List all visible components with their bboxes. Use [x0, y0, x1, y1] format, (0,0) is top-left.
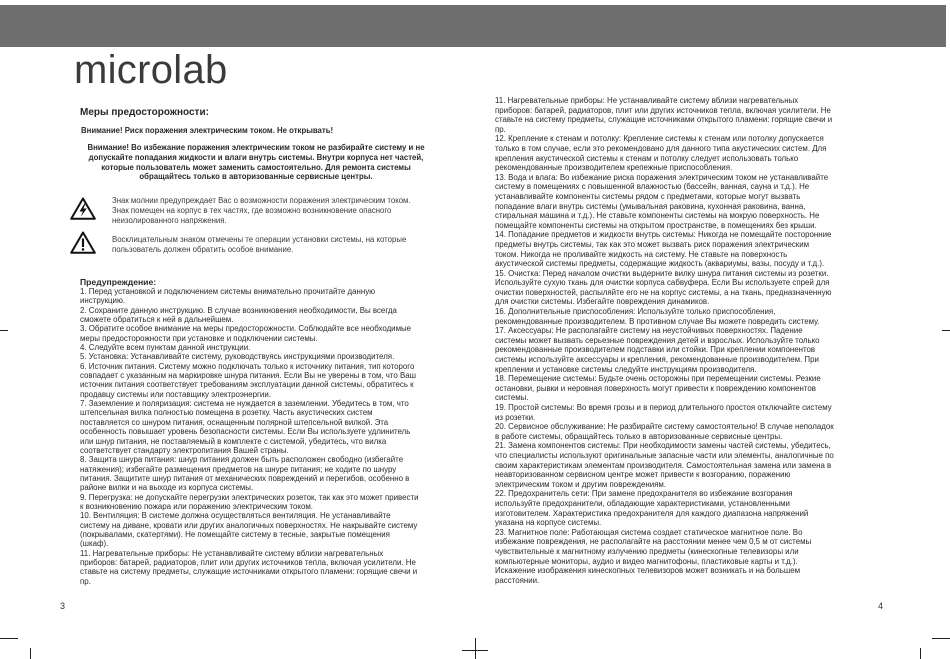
warning-item-line: рекомендованные производителем подставки или стойки. При креплении компонентов — [495, 345, 816, 355]
description-line: пользователь должен обратить особое внимание. — [112, 245, 294, 254]
warning-item — [495, 403, 870, 422]
exclamation-symbol-description — [112, 235, 442, 255]
warning-item-line: стиральная машина и т.д.). Не ставьте компоненты системы на мокрую поверхность. Не — [495, 211, 820, 221]
warning-item-line: очистки поверхностей, распыляйте его не на корпус системы, а на ткань, предназначенную — [495, 287, 832, 297]
warning-item-line: (покрывалами, скатертями). Не помещайте систему в тесные, закрытые помещения — [80, 529, 390, 539]
warning-item-line: из розетки. — [495, 412, 536, 422]
warning-item-line: штепсельная вилка полностью помещена в розетку. Часть акустических систем — [80, 408, 373, 418]
safety-notice-line: Внимание! Во избежание поражения электрическим током не разбирайте систему и не — [87, 143, 425, 152]
warning-item-line: особенность повышает уровень безопасности системы. Если Вы используете удлинитель — [80, 427, 411, 437]
warning-item-line: 21. Замена компонентов системы: При необходимости замены частей системы, убедитесь, — [495, 441, 831, 451]
warning-item-line: 16. Дополнительные приспособления: Используйте только приспособления, — [495, 307, 776, 317]
warning-item-line: системы может вызвать серьезные повреждения детей и взрослых. Используйте только — [495, 335, 820, 345]
crop-mark — [462, 650, 488, 651]
warning-item-line: чувствительные к магнитному излучению предметы (кинескопные телевизоры или — [495, 546, 799, 556]
warning-item-line: для очистки системы. Избегайте повреждения динамиков. — [495, 297, 710, 307]
warning-item-line: (шкаф). — [80, 539, 109, 549]
lightning-symbol-description — [112, 196, 442, 226]
warning-item-line: 7. Заземление и поляризация: система не нуждается в заземлении. Убедитесь в том, что — [80, 399, 409, 409]
warning-item-line: что специалисты используют оригинальные запасные части или элементы, аналогичные по — [495, 450, 834, 460]
warning-item-line: пр. — [80, 576, 91, 586]
warning-item-line: акустической системы предметы, содержащие жидкость (аквариумы, вазы, посуду и т.д.). — [495, 259, 825, 269]
warning-item — [80, 455, 432, 492]
warning-item — [495, 269, 870, 307]
warning-item-line: соответствует стандарту электропитания Вашей страны. — [80, 445, 289, 455]
warning-item-line: ставьте на систему предметы, служащие источниками открытого пламени: горящие свечи и — [80, 567, 418, 577]
warning-item-line: 17. Аксессуары: Не располагайте систему на неустойчивых поверхностях. Падение — [495, 326, 803, 336]
warning-item-line: рекомендованные производителем крепежные приспособления. — [495, 163, 733, 173]
warning-item — [495, 96, 870, 134]
lightning-warning-icon — [70, 197, 96, 220]
warning-item-line: пр. — [495, 124, 506, 134]
warning-item-line: источник питания соответствует требованиям эксплуатации данной системы, обратитесь к — [80, 380, 414, 390]
warning-item-line: 1. Перед установкой и подключением системы внимательно прочитайте данную — [80, 287, 376, 296]
page-number: 4 — [878, 601, 884, 611]
warning-item-line: 3. Обратите особое внимание на меры предосторожности. Соблюдайте все необходимые — [80, 324, 412, 334]
warning-item — [80, 549, 432, 586]
warning-item-line: 4. Следуйте всем пунктам данной инструкции. — [80, 343, 251, 353]
warning-item-line: в работе системы, обращайтесь только в авторизованные сервисные центры. — [495, 431, 783, 441]
warning-item-line: крепления акустической системы к стенам и потолку следует использовать только — [495, 153, 799, 163]
section-title: Меры предосторожности: — [80, 107, 209, 118]
warning-item — [495, 307, 870, 326]
warning-item — [495, 422, 870, 441]
description-line: Знак помещен на корпус в тех частях, где возможно возникновение опасного — [112, 206, 392, 215]
exclamation-warning-icon — [70, 231, 96, 254]
warning-item-line: 8. Защита шнура питания: шнур питания должен быть расположен свободно (избегайте — [80, 455, 404, 465]
warning-item-line: 10. Вентиляция: В системе должна осуществляться вентиляция. Не устанавливайте — [80, 511, 391, 521]
safety-notice-line: допускайте попадания жидкости и влаги внутрь системы. Внутри корпуса нет частей, — [88, 152, 424, 162]
safety-notice-line: обращайтесь только в авторизованные сервисные центры. — [139, 172, 373, 182]
warning-item-line: приборов: батарей, радиаторов, плит или других источников тепла, включая усилители. Не — [495, 105, 831, 115]
description-line: Восклицательным знаком отмечены те операции установки системы, на которые — [112, 235, 407, 244]
warning-item-line: Искажение изображения кинескопных телевизоров может возникать и на большем — [495, 566, 801, 576]
warning-item-line: изготовителем. Характеристика предохранителя для каждого диапазона напряжений — [495, 508, 809, 518]
warning-item-line: приборов: батарей, радиаторов, плит или других источников тепла, включая усилители. Не — [80, 557, 416, 567]
warning-item — [80, 493, 432, 512]
safety-notice — [78, 143, 434, 182]
warning-item-line: компьютерные мониторы, аудио и видео магнитофоны, пластиковые карты и т.д.). — [495, 556, 798, 566]
safety-notice-line: которые пользователь может заменить самостоятельно. Для ремонта системы — [101, 162, 411, 172]
warning-item — [495, 489, 870, 527]
warning-item-line: 13. Вода и влага: Во избежание риска поражения электрическим током не устанавливайте — [495, 172, 829, 182]
warning-item-line: 20. Сервисное обслуживание: Не разбирайте систему самостоятельно! В случае неполадок — [495, 422, 834, 432]
crop-mark — [475, 638, 476, 659]
warning-item-line: или шнур питания, не поставляемый в комплекте с системой, убедитесь, что вилка — [80, 436, 387, 446]
warning-item-line: избежание повреждения, не располагайте на расстоянии менее чем 0,5 м от системы — [495, 537, 812, 547]
warning-item-line: 5. Установка: Устанавливайте систему, руководствуясь инструкциями производителя. — [80, 352, 395, 362]
warning-item-line: указана на корпусе системы. — [495, 518, 602, 528]
warning-item-line: систему на диване, кровати или других аналогичных поверхностях. Не накрывайте систему — [80, 520, 418, 530]
warning-item — [495, 374, 870, 403]
page-number: 3 — [60, 601, 66, 611]
crop-mark — [0, 330, 8, 331]
warning-item — [495, 230, 870, 268]
warnings-list — [495, 96, 870, 585]
warning-item-line: 23. Магнитное поле: Работающая система создает статическое магнитное поле. Во — [495, 527, 803, 537]
warning-item-line: током. Никогда не проливайте жидкость на систему. Не ставьте на поверхность — [495, 249, 788, 259]
warning-item-line: рекомендованные производителем. В противном случае Вы можете повредить систему. — [495, 316, 820, 326]
warning-item-line: неавторизованном сервисном центре может привести к возгоранию, поражению — [495, 470, 791, 480]
crop-mark — [920, 648, 921, 659]
warning-item-line: электрическим током и другим повреждениям. — [495, 479, 666, 489]
warning-item-line: ставьте на систему предметы, служащие источниками открытого пламени: горящие свечи и — [495, 115, 833, 125]
warning-item-line: сможете обратиться к ней в дальнейшем. — [80, 315, 234, 325]
warning-item-line: расстоянии. — [495, 575, 540, 585]
warning-item-line: 6. Источник питания. Систему можно подключать только к источнику питания, тип которого — [80, 361, 415, 371]
warning-item-line: инструкцию. — [80, 296, 126, 306]
warning-item-line: 15. Очистка: Перед началом очистки выдерните вилку шнура питания системы из розетки. — [495, 268, 829, 278]
warning-item-line: системы. — [495, 393, 529, 403]
warning-item-line: своим характеристикам элементам производителя. Самостоятельная замена или замена в — [495, 460, 832, 470]
crop-mark — [942, 330, 950, 331]
warning-item-line: 18. Перемещение системы: Будьте очень осторожны при перемещении системы. Резкие — [495, 374, 821, 384]
warning-item-line: поставляется со шнуром питания, оснащенным полярной штепсельной вилкой. Эта — [80, 417, 389, 427]
warning-item — [80, 306, 432, 325]
warning-item-line: системы используйте аксессуары и крепления, рекомендованные производителем. При — [495, 355, 819, 365]
warning-item — [80, 511, 432, 548]
warning-item — [495, 173, 870, 231]
warning-item-line: креплении и установке системы следуйте инструкциям производителя. — [495, 364, 757, 374]
warning-item-line: предметы внутрь системы, так как это может вызвать риск поражения электрическим — [495, 239, 810, 249]
warning-item-line: 11. Нагревательные приборы: Не устанавливайте систему вблизи нагревательных — [495, 96, 799, 105]
warning-item-line: попадание влаги внутрь системы (умывальная раковина, кухонная раковина, ванна, — [495, 201, 806, 211]
warning-item-line: 11. Нагревательные приборы: Не устанавливайте систему вблизи нагревательных — [80, 548, 384, 558]
warning-item — [80, 324, 432, 343]
warning-item — [495, 326, 870, 374]
warning-item — [80, 287, 432, 306]
warning-item-line: Используйте сухую ткань для очистки корпуса сабвуфера. Если Вы используете спрей для — [495, 278, 830, 288]
warning-item — [495, 528, 870, 586]
warning-item-line: только в том случае, если это рекомендовано для данного типа акустических систем. Для — [495, 143, 827, 153]
warning-item-line: меры предосторожности при установке и подключении системы. — [80, 333, 318, 343]
warning-item — [80, 343, 432, 352]
warning-item-line: остановки, рывки и неровная поверхность могут привести к повреждению компонентов — [495, 383, 816, 393]
microlab-logo: microlab — [74, 48, 228, 92]
warning-item-line: продавцу системы или поставщику электроэнергии. — [80, 389, 271, 399]
shock-warning: Внимание! Риск поражения электрическим током. Не открывать! — [81, 126, 334, 135]
warning-item — [80, 399, 432, 455]
warning-item-line: 22. Предохранитель сети: При замене предохранителя во избежание возгорания — [495, 489, 793, 499]
warning-item-line: к возникновению пожара или поражению электрическим током. — [80, 501, 313, 511]
description-line: неизолированного напряжения. — [112, 216, 227, 225]
crop-mark — [932, 638, 950, 639]
warning-item-line: 12. Крепление к стенам и потолку: Крепление системы к стенам или потолку допускается — [495, 134, 824, 144]
warning-item-line: 14. Попадание предметов и жидкости внутрь системы: Никогда не помещайте посторонние — [495, 230, 832, 240]
warning-item-line: натяжения); избегайте размещения предметов на шнуре питания; не ходите по шнуру — [80, 464, 397, 474]
warning-item-line: питания. Защитите шнур питания от механических повреждений и перегибов, особенно в — [80, 473, 410, 483]
warning-item-line: совпадает с указанным на маркировке шнура питания. Если Вы не уверены в том, что Ваш — [80, 371, 416, 381]
warning-item — [495, 441, 870, 489]
header-band — [0, 5, 946, 47]
description-line: Знак молнии предупреждает Вас о возможности поражения электрическим током. — [112, 196, 411, 205]
warning-item-line: 9. Перегрузка: не допускайте перегрузки электрических розеток, так как это может привести — [80, 492, 419, 502]
warning-item-line: помещайте компоненты системы на открытом пространстве, в помещениях без крыши. — [495, 220, 817, 230]
warning-item-line: систему в помещениях с повышенной влажностью (бассейн, ванная, сауна и т.д.). Не — [495, 182, 810, 192]
warning-item-line: используйте предохранители, обладающие характеристиками, установленными — [495, 498, 790, 508]
warning-item-line: устанавливайте компоненты системы рядом с предметами, которые могут вызвать — [495, 191, 801, 201]
warning-item-line: 19. Простой системы: Во время грозы и в период длительного простоя отключайте систему — [495, 403, 832, 412]
warning-item — [80, 362, 432, 399]
crop-mark — [0, 638, 18, 639]
warning-item-line: районе вилки и на выходе из корпуса системы. — [80, 483, 254, 493]
warning-item — [495, 134, 870, 172]
crop-mark — [30, 648, 31, 659]
warning-item — [80, 352, 432, 361]
warning-item-line: 2. Сохраните данную инструкцию. В случае возникновения необходимости, Вы всегда — [80, 305, 397, 315]
warnings-list — [80, 287, 432, 586]
warnings-title: Предупреждение: — [80, 277, 157, 287]
